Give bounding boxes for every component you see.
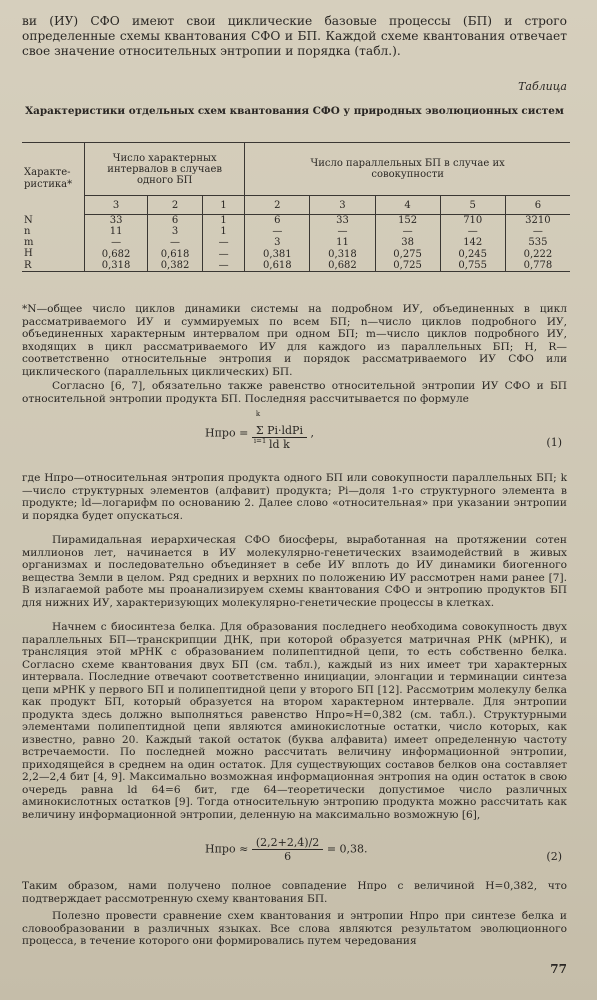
data-column — [202, 215, 244, 272]
formula-2-lhs: Hпро ≈ — [205, 842, 249, 856]
table-cell: 0,318 — [328, 248, 357, 260]
row-label: n — [24, 225, 31, 237]
col-header: 6 — [505, 196, 570, 215]
table-cell: 33 — [336, 215, 349, 226]
group1-header: Число характерных интервалов в случаев одного БП — [85, 143, 245, 196]
table-cell: 0,725 — [393, 259, 422, 271]
data-column — [310, 215, 375, 272]
col-header: 1 — [202, 196, 244, 215]
table-cell: 0,275 — [393, 248, 422, 260]
row-label: N — [24, 214, 33, 226]
col-header: 2 — [245, 196, 310, 215]
col-header: 4 — [375, 196, 440, 215]
table-label: Таблица — [518, 80, 567, 93]
table-cell: 535 — [528, 237, 548, 249]
last-paragraph: Полезно провести сравнение схем квантования и энтропии Hпро при синтезе белка и словообразовании в различных языках. Все слова являются результатом эволюционного процесса, в течение которого они формировались путем чередования — [22, 910, 567, 947]
protein-paragraph: Начнем с биосинтеза белка. Для образования последнего необходима совокупность двух параллельных БП—транскрипции ДНК, при которой образуется матричная РНК (мРНК), и трансляция этой мРНК с образованием полипептидной цепи, то есть собственно белка. Согласно схеме квантования двух БП (см. табл.), каждый из них имеет три характерных интервала. Последние отвечают соответственно инициации, элонгации и терминации синтеза цепи мРНК у первого БП и полипептидной цепи у второго БП [12]. Рассмотрим молекулу белка как продукт БП, который образуется на втором характерном интервале. Для энтропии продукта здесь должно выполняться равенство Hпро≈H=0,382 (см. табл.). Структурными элементами полипептидной цепи являются аминокислотные остатки, число которых, как известно, равно 20. Каждый такой остаток (буква алфавита) имеет определенную частоту встречаемости. По последней можно рассчитать величину информационной энтропии, приходящейся в среднем на один остаток. Для существующих составов белков она составляет 2,2—2,4 бит [4, 9]. Максимально возможная информационная энтропия на один остаток в свою очередь равна ld 64=6 бит, где 64—теоретически допустимое число различных аминокислотных остатков [9]. Тогда относительную энтропию продукта можно рассчитать как величину информационной энтропии, деленную на максимально возможную [6], — [22, 621, 567, 821]
table-cell: 0,318 — [101, 259, 131, 271]
formula-intro-paragraph: Согласно [6, 7], обязательно также равенство относительной энтропии ИУ СФО и БП относительной энтропии продукта БП. Последняя рассчитывается по формуле — [22, 380, 567, 405]
char-header: Характе-ристика* — [24, 166, 73, 190]
page-number: 77 — [550, 962, 567, 976]
table-cell: 11 — [336, 237, 349, 249]
table-cell: — — [218, 237, 229, 249]
formula-1-suffix: , — [310, 426, 314, 440]
table-cell: 152 — [398, 215, 418, 226]
col-header: 5 — [440, 196, 505, 215]
where-paragraph: где Hпро—относительная энтропия продукта одного БП или совокупности параллельных БП; k—число структурных элементов (алфавит) продукта; Pi—доля 1-го структурного элемента в продукте; ld—логарифм по основанию 2. Далее слово «относительная» при указании энтропии и порядка будет опускаться. — [22, 472, 567, 522]
result-paragraph: Таким образом, нами получено полное совпадение Hпро с величиной H=0,382, что подтверждает рассмотренную схему квантования БП. — [22, 880, 567, 905]
table-cell: — — [337, 226, 348, 238]
table-cell: — — [218, 259, 229, 271]
col-header: 3 — [85, 196, 148, 215]
table-cell: — — [532, 226, 543, 238]
data-column — [148, 215, 203, 272]
formula-2-fraction — [252, 836, 324, 863]
table-cell: — — [402, 226, 413, 238]
table-cell: 710 — [463, 215, 483, 226]
table-cell: — — [218, 248, 229, 260]
pyramid-paragraph: Пирамидальная иерархическая СФО биосферы, выработанная на протяжении сотен миллионов лет, начинается в ИУ молекулярно-генетических взаимодействий в живых организмах и последовательно объединяет в себе ИУ вплоть до ИУ динамики биогенного вещества Земли в целом. Ряд средних и верхних по положению ИУ рассмотрен нами ранее [7]. В излагаемой работе мы проанализируем схемы квантования СФО и энтропию продуктов БП для нижних ИУ, характеризующих молекулярно-генетические процессы в клетках. — [22, 534, 567, 609]
table-cell: 0,382 — [160, 259, 190, 271]
quantization-table — [22, 142, 570, 272]
table-cell: 0,778 — [523, 259, 553, 271]
table-caption: Характеристики отдельных схем квантования СФО у природных эволюционных систем — [25, 105, 564, 117]
formula-1-denominator: ld k — [269, 438, 290, 451]
formula-1-sum-bottom: i=1 — [253, 437, 267, 445]
col-header: 2 — [148, 196, 203, 215]
formula-2-denominator: 6 — [284, 850, 292, 863]
table-cell: 6 — [274, 215, 281, 226]
table-cell: 11 — [109, 226, 123, 238]
table-cell: — — [272, 226, 283, 238]
table-cell: 33 — [109, 215, 123, 226]
col-header: 3 — [310, 196, 375, 215]
table-cell: 0,222 — [523, 248, 553, 260]
data-column — [440, 215, 505, 272]
table-cell: — — [111, 237, 122, 249]
table-cell: 0,618 — [263, 259, 292, 271]
table-cell: 0,755 — [458, 259, 488, 271]
table-cell: 0,682 — [328, 259, 357, 271]
row-label: m — [24, 237, 34, 249]
table-cell: 3 — [274, 237, 281, 249]
top-paragraph: ви (ИУ) СФО имеют свои циклические базовые процессы (БП) и строго определенные схемы квантования СФО и БП. Каждой схеме квантования отвечает свое значение относительных энтропии и порядка (табл.). — [22, 14, 567, 58]
table-footnote: *N—общее число циклов динамики системы на подробном ИУ, объединенных в цикл рассматриваемого ИУ и суммируемых по всем БП; n—число циклов подробного ИУ, объединенных характерным интервалом при одном БП; m—число циклов подробного ИУ, входящих в цикл рассматриваемого ИУ для каждого из параллельных БП; H, R—соответственно относительные энтропия и порядок рассматриваемого ИУ СФО или циклического (параллельных циклических) БП. — [22, 303, 567, 378]
formula-1-fraction — [252, 410, 307, 451]
formula-2-numerator: (2,2+2,4)/2 — [252, 836, 324, 850]
table-cell: 0,618 — [160, 248, 190, 260]
data-column — [375, 215, 440, 272]
table-cell: — — [467, 226, 478, 238]
equation-number-1: (1) — [546, 436, 562, 449]
row-label: R — [24, 259, 32, 271]
data-column — [85, 215, 148, 272]
table-cell: 0,682 — [101, 248, 131, 260]
table-cell: 0,245 — [458, 248, 488, 260]
row-labels — [22, 215, 85, 272]
table-cell: 38 — [401, 237, 414, 249]
row-label: H — [24, 248, 33, 260]
data-column — [505, 215, 570, 272]
group2-header: Число параллельных БП в случае их совокупности — [245, 143, 570, 196]
table-cell: 1 — [220, 215, 227, 226]
table-cell: 1 — [220, 226, 227, 238]
data-column — [245, 215, 310, 272]
formula-2-rhs: = 0,38. — [326, 842, 368, 856]
formula-1-sum-top: k — [255, 410, 261, 418]
formula-2 — [205, 836, 368, 863]
equation-number-2: (2) — [546, 850, 562, 863]
table-cell: 3 — [171, 226, 179, 238]
table-cell: — — [170, 237, 180, 249]
formula-1-lhs: Hпро = — [205, 426, 249, 440]
table-cell: 6 — [171, 215, 179, 226]
table-cell: 3210 — [525, 215, 551, 226]
formula-1-numerator-text: Σ Pi·ldPi — [255, 424, 303, 437]
formula-1 — [205, 410, 314, 451]
table-cell: 0,381 — [263, 248, 292, 260]
table-cell: 142 — [463, 237, 483, 249]
